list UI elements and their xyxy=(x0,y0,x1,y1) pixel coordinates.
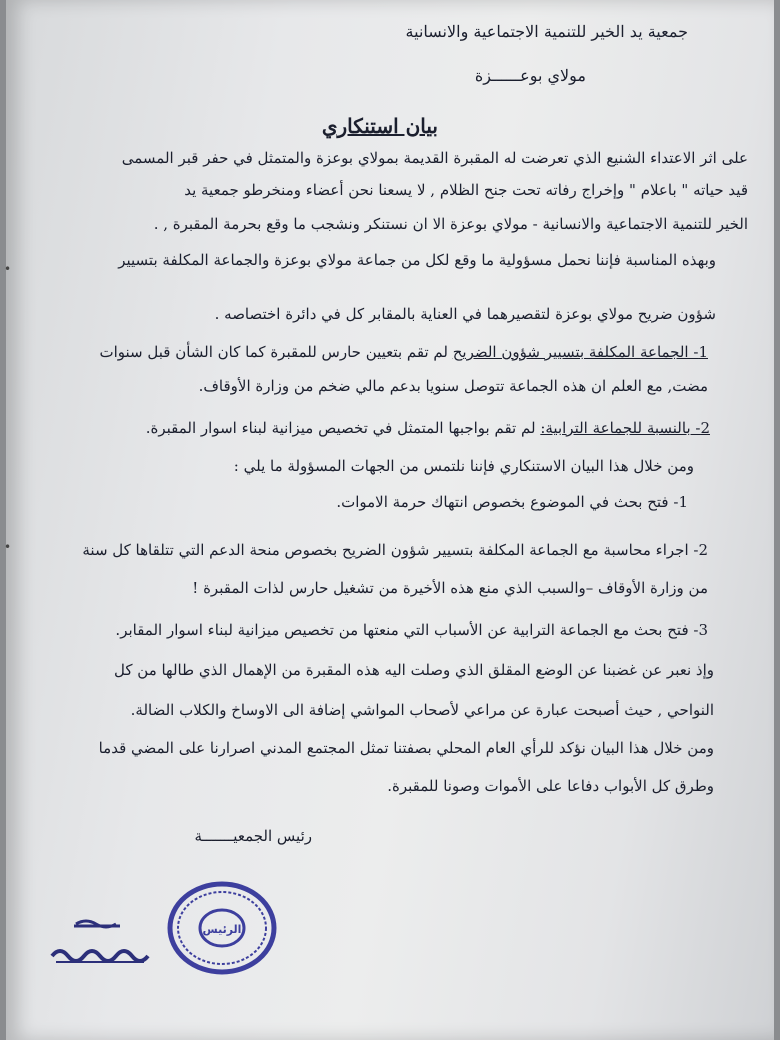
document-title: بيان استنكاري xyxy=(321,114,438,138)
item-1-heading: 1- الجماعة المكلفة بتسيير شؤون الضريح xyxy=(452,343,708,361)
item-2-text: لم تقم بواجبها المتمثل في تخصيص ميزانية لبناء اسوار المقبرة. xyxy=(145,419,541,437)
signature-title: رئيس الجمعيـــــــة xyxy=(194,827,312,845)
body-line: وبهذه المناسبة فإننا نحمل مسؤولية ما وقع لكل من جماعة مولاي بوعزة والجماعة المكلفة بتسيير xyxy=(118,251,716,269)
edge-mark: • xyxy=(4,540,12,554)
seal-label: الرئيس xyxy=(202,923,242,936)
organization-location: مولاي بوعــــــزة xyxy=(474,66,586,85)
body-line: على اثر الاعتداء الشنيع الذي تعرضت له المقبرة القديمة بمولاي بوعزة والمتمثل في حفر قبر المسمى xyxy=(121,149,748,167)
demand-1: 1- فتح بحث في الموضوع بخصوص انتهاك حرمة الاموات. xyxy=(336,493,688,511)
demand-2-continuation: من وزارة الأوقاف –والسبب الذي منع هذه الأخيرة من تشغيل حارس لذات المقبرة ! xyxy=(192,579,708,597)
demand-2: 2- اجراء محاسبة مع الجماعة المكلفة بتسيير شؤون الضريح بخصوص منحة الدعم التي تتلقاها كل سنة xyxy=(82,541,708,559)
closing-line: ومن خلال هذا البيان نؤكد للرأي العام المحلي بصفتنا تمثل المجتمع المدني اصرارنا على المضي قدما xyxy=(98,739,714,757)
letter-sheet xyxy=(6,0,774,1040)
closing-line: وإذ نعبر عن غضبنا عن الوضع المقلق الذي وصلت اليه هذه المقبرة من الإهمال الذي طالها من كل xyxy=(114,661,714,679)
demand-3: 3- فتح بحث مع الجماعة الترابية عن الأسباب التي منعتها من تخصيص ميزانية لبناء اسوار المقابر. xyxy=(115,621,708,639)
demands-intro: ومن خلال هذا البيان الاستنكاري فإننا نلتمس من الجهات المسؤولة ما يلي : xyxy=(233,457,694,475)
body-line: قيد حياته " باعلام " وإخراج رفاته تحت جنح الظلام , لا يسعنا نحن أعضاء ومنخرطو جمعية يد xyxy=(184,181,748,199)
body-line: الخير للتنمية الاجتماعية والانسانية - مولاي بوعزة الا ان نستنكر ونشجب ما وقع بحرمة المقبرة , . xyxy=(153,215,748,233)
association-seal xyxy=(166,880,278,976)
organization-name: جمعية يد الخير للتنمية الاجتماعية والانسانية xyxy=(405,22,688,41)
item-2 xyxy=(146,418,710,438)
handwritten-signature xyxy=(46,912,156,972)
item-1-text: لم تقم بتعيين حارس للمقبرة كما كان الشأن قبل سنوات xyxy=(99,343,453,361)
item-1-continuation: مضت, مع العلم ان هذه الجماعة تتوصل سنويا بدعم مالي ضخم من وزارة الأوقاف. xyxy=(198,377,708,395)
closing-line: وطرق كل الأبواب دفاعا على الأموات وصونا للمقبرة. xyxy=(387,777,714,795)
edge-mark: • xyxy=(4,262,12,276)
closing-line: النواحي , حيث أصبحت عبارة عن مراعي لأصحاب المواشي إضافة الى الاوساخ والكلاب الضالة. xyxy=(130,701,714,719)
item-2-heading: 2- بالنسبة للجماعة الترابية: xyxy=(540,419,710,437)
item-1 xyxy=(99,342,708,362)
body-line: شؤون ضريح مولاي بوعزة لتقصيرهما في العناية بالمقابر كل في دائرة اختصاصه . xyxy=(214,305,716,323)
